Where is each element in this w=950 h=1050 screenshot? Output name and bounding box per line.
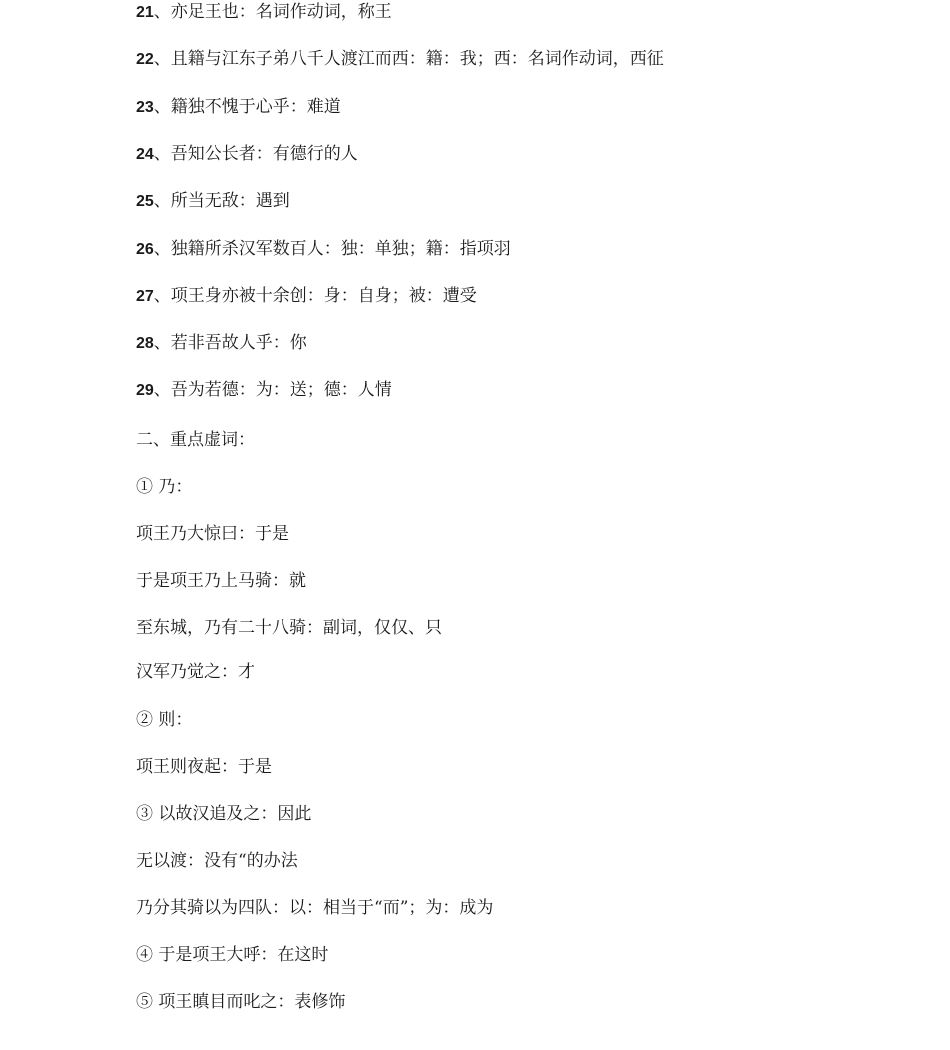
text-line: 无以渡：没有“的办法 <box>136 851 298 871</box>
text-line: ③ 以故汉追及之：因此 <box>136 804 312 824</box>
item-number: 21 <box>136 4 154 21</box>
list-item-28 <box>136 332 307 355</box>
item-number: 27 <box>136 288 154 305</box>
text-line: 项王则夜起：于是 <box>136 757 272 777</box>
item-text: 、独籍所杀汉军数百人：独：单独；籍：指项羽 <box>153 239 511 259</box>
item-number: 28 <box>136 335 154 352</box>
item-text: 、亦足王也：名词作动词，称王 <box>153 2 392 22</box>
text-line: ⑤ 项王瞋目而叱之：表修饰 <box>136 992 346 1012</box>
item-text: 、籍独不愧于心乎：难道 <box>153 97 341 117</box>
item-text: 、所当无敌：遇到 <box>153 191 290 211</box>
item-text: 、且籍与江东子弟八千人渡江而西：籍：我；西：名词作动词，西征 <box>153 49 664 69</box>
item-number: 25 <box>136 193 154 210</box>
text-line: 乃分其骑以为四队：以：相当于“而”；为：成为 <box>136 898 494 918</box>
item-text: 、吾为若德：为：送；德：人情 <box>153 380 392 400</box>
list-item-22 <box>136 48 664 71</box>
text-line: 至东城，乃有二十八骑：副词，仅仅、只 <box>136 618 442 638</box>
text-line: ④ 于是项王大呼：在这时 <box>136 945 329 965</box>
list-item-27 <box>136 285 477 308</box>
list-item-23 <box>136 96 341 119</box>
subheading-ze: ② 则： <box>136 710 193 730</box>
list-item-25 <box>136 190 290 213</box>
subheading-nai: ① 乃： <box>136 477 193 497</box>
text-line: 项王乃大惊曰：于是 <box>136 524 289 544</box>
list-item-21 <box>136 1 392 24</box>
item-text: 、若非吾故人乎：你 <box>153 333 307 353</box>
list-item-24 <box>136 143 358 166</box>
text-line: 汉军乃觉之：才 <box>136 662 255 682</box>
item-text: 、吾知公长者：有德行的人 <box>153 144 358 164</box>
item-number: 24 <box>136 146 154 163</box>
item-number: 26 <box>136 241 154 258</box>
list-item-29 <box>136 379 392 402</box>
section-heading: 二、重点虚词： <box>136 430 255 450</box>
text-line: 于是项王乃上马骑：就 <box>136 571 306 591</box>
item-text: 、项王身亦被十余创：身：自身；被：遭受 <box>153 286 477 306</box>
item-number: 29 <box>136 382 154 399</box>
item-number: 23 <box>136 99 154 116</box>
list-item-26 <box>136 238 511 261</box>
item-number: 22 <box>136 51 154 68</box>
